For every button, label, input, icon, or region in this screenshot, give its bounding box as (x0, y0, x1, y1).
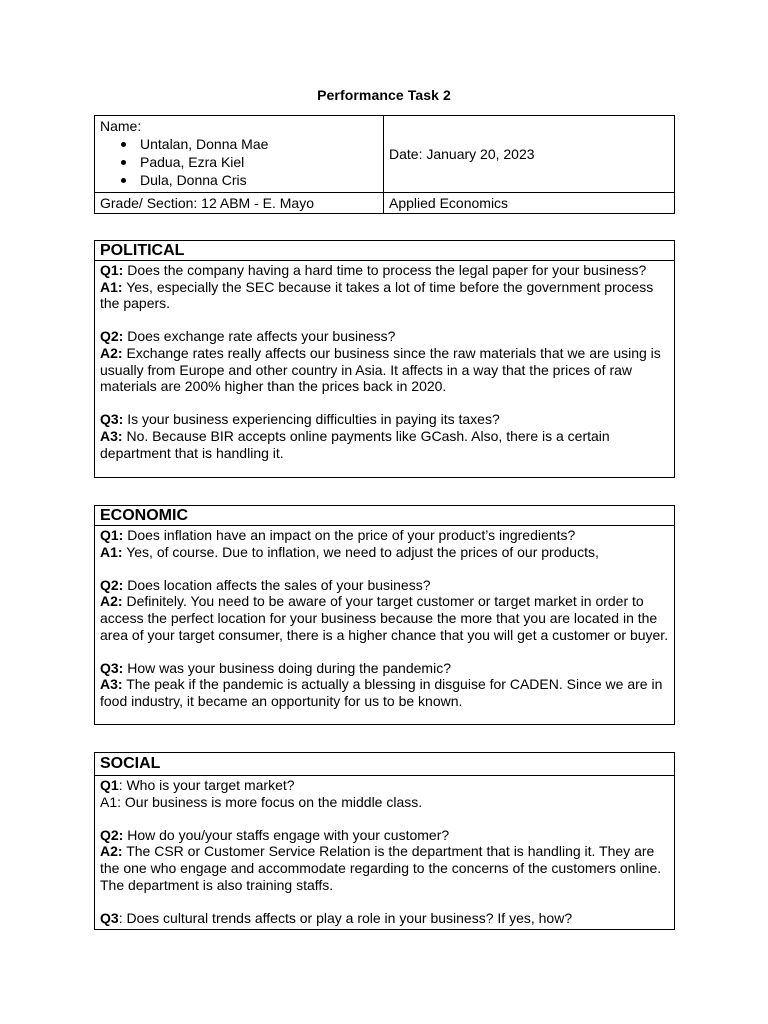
answer-text: Definitely. You need to be aware of your target customer or target market in order to access the perfect location for your business because the more that you are located in the area of your target consumer, there is a higher chance that you will get a customer or buyer. (100, 593, 669, 643)
question-text: Does the company having a hard time to process the legal paper for your business? (123, 262, 647, 278)
question-label: Q2: (100, 826, 124, 843)
question (100, 827, 669, 844)
qa-pair (100, 328, 669, 394)
question-label: Q2: (100, 328, 124, 345)
name-label: Name: (100, 118, 142, 134)
qa-pair (100, 527, 669, 560)
answer-text: The peak if the pandemic is actually a blessing in disguise for CADEN. Since we are in food industry, it became an opportunity for us to be known. (100, 676, 663, 709)
answer (100, 428, 669, 461)
section-heading: POLITICAL (95, 241, 674, 261)
social-section (94, 752, 675, 930)
answer-label: A2: (100, 593, 123, 610)
economic-section (94, 505, 675, 725)
answer-label: A3: (100, 676, 123, 693)
political-section (94, 240, 675, 478)
qa-pair (100, 827, 669, 893)
date-cell: Date: January 20, 2023 (384, 116, 675, 193)
answer-text: Yes, especially the SEC because it takes a lot of time before the government process the papers. (100, 278, 654, 312)
subject-cell: Applied Economics (384, 193, 675, 214)
answer-text: No. Because BIR accepts online payments like GCash. Also, there is a certain department that is handling it. (100, 427, 610, 461)
document-title: Performance Task 2 (317, 87, 451, 103)
question-label: Q3 (100, 909, 119, 926)
question-text: How do you/your staffs engage with your customer? (123, 826, 450, 843)
answer (100, 593, 669, 643)
answer-label: A3: (100, 427, 123, 444)
answer-label: A2: (100, 344, 123, 361)
name-item: Dula, Donna Cris (140, 171, 378, 189)
question-text: Does exchange rate affects your business? (123, 328, 396, 345)
question (100, 328, 669, 345)
question (100, 660, 669, 677)
question (100, 577, 669, 594)
qa-pair (100, 262, 669, 312)
question (100, 777, 669, 794)
question-text: How was your business doing during the pandemic? (123, 659, 451, 676)
qa-pair (100, 660, 669, 710)
question (100, 411, 669, 428)
answer-text: Exchange rates really affects our business since the raw materials that we are using is usually from Europe and other country in Asia. It affects in a way that the prices of raw materials are 200% higher than the prices back in 2020. (100, 344, 661, 395)
section-body (95, 526, 674, 710)
answer-label: A1: (100, 543, 123, 560)
answer (100, 676, 669, 709)
qa-pair (100, 577, 669, 643)
question-text: Does inflation have an impact on the price of your product’s ingredients? (123, 527, 576, 543)
answer (100, 279, 669, 312)
question-text: : Does cultural trends affects or play a role in your business? If yes, how? (118, 909, 573, 926)
question-label: Q1: (100, 262, 124, 278)
answer (100, 544, 669, 561)
question-label: Q2: (100, 576, 124, 593)
question (100, 262, 669, 279)
answer (100, 345, 669, 395)
answer-text: A1: Our business is more focus on the middle class. (100, 793, 423, 810)
question-text: Is your business experiencing difficulties in paying its taxes? (123, 411, 500, 428)
qa-pair (100, 411, 669, 461)
question-label: Q3: (100, 659, 124, 676)
qa-pair (100, 777, 669, 810)
names-list (100, 135, 378, 189)
qa-pair (100, 910, 669, 927)
question-label: Q3: (100, 411, 124, 428)
answer-label: A2: (100, 843, 123, 860)
section-body (95, 261, 674, 461)
question (100, 527, 669, 544)
names-cell (95, 116, 384, 193)
section-body (95, 776, 674, 926)
answer-text: The CSR or Customer Service Relation is the department that is handling it. They are the one who engage and accommodate regarding to the concerns of the customers online. The department is also training staffs. (100, 843, 662, 893)
section-heading: ECONOMIC (95, 506, 674, 526)
section-heading: SOCIAL (95, 753, 674, 776)
name-item: Padua, Ezra Kiel (140, 153, 378, 171)
answer-text: Yes, of course. Due to inflation, we need to adjust the prices of our products, (122, 543, 599, 560)
question-label: Q1: (100, 527, 124, 543)
question-text: : Who is your target market? (118, 777, 295, 793)
student-info-table (94, 115, 675, 214)
question-label: Q1 (100, 777, 119, 793)
answer-label: A1: (100, 278, 123, 295)
answer (100, 843, 669, 893)
question-text: Does location affects the sales of your business? (123, 576, 431, 593)
name-item: Untalan, Donna Mae (140, 135, 378, 153)
question (100, 910, 669, 927)
grade-section-cell: Grade/ Section: 12 ABM - E. Mayo (95, 193, 384, 214)
